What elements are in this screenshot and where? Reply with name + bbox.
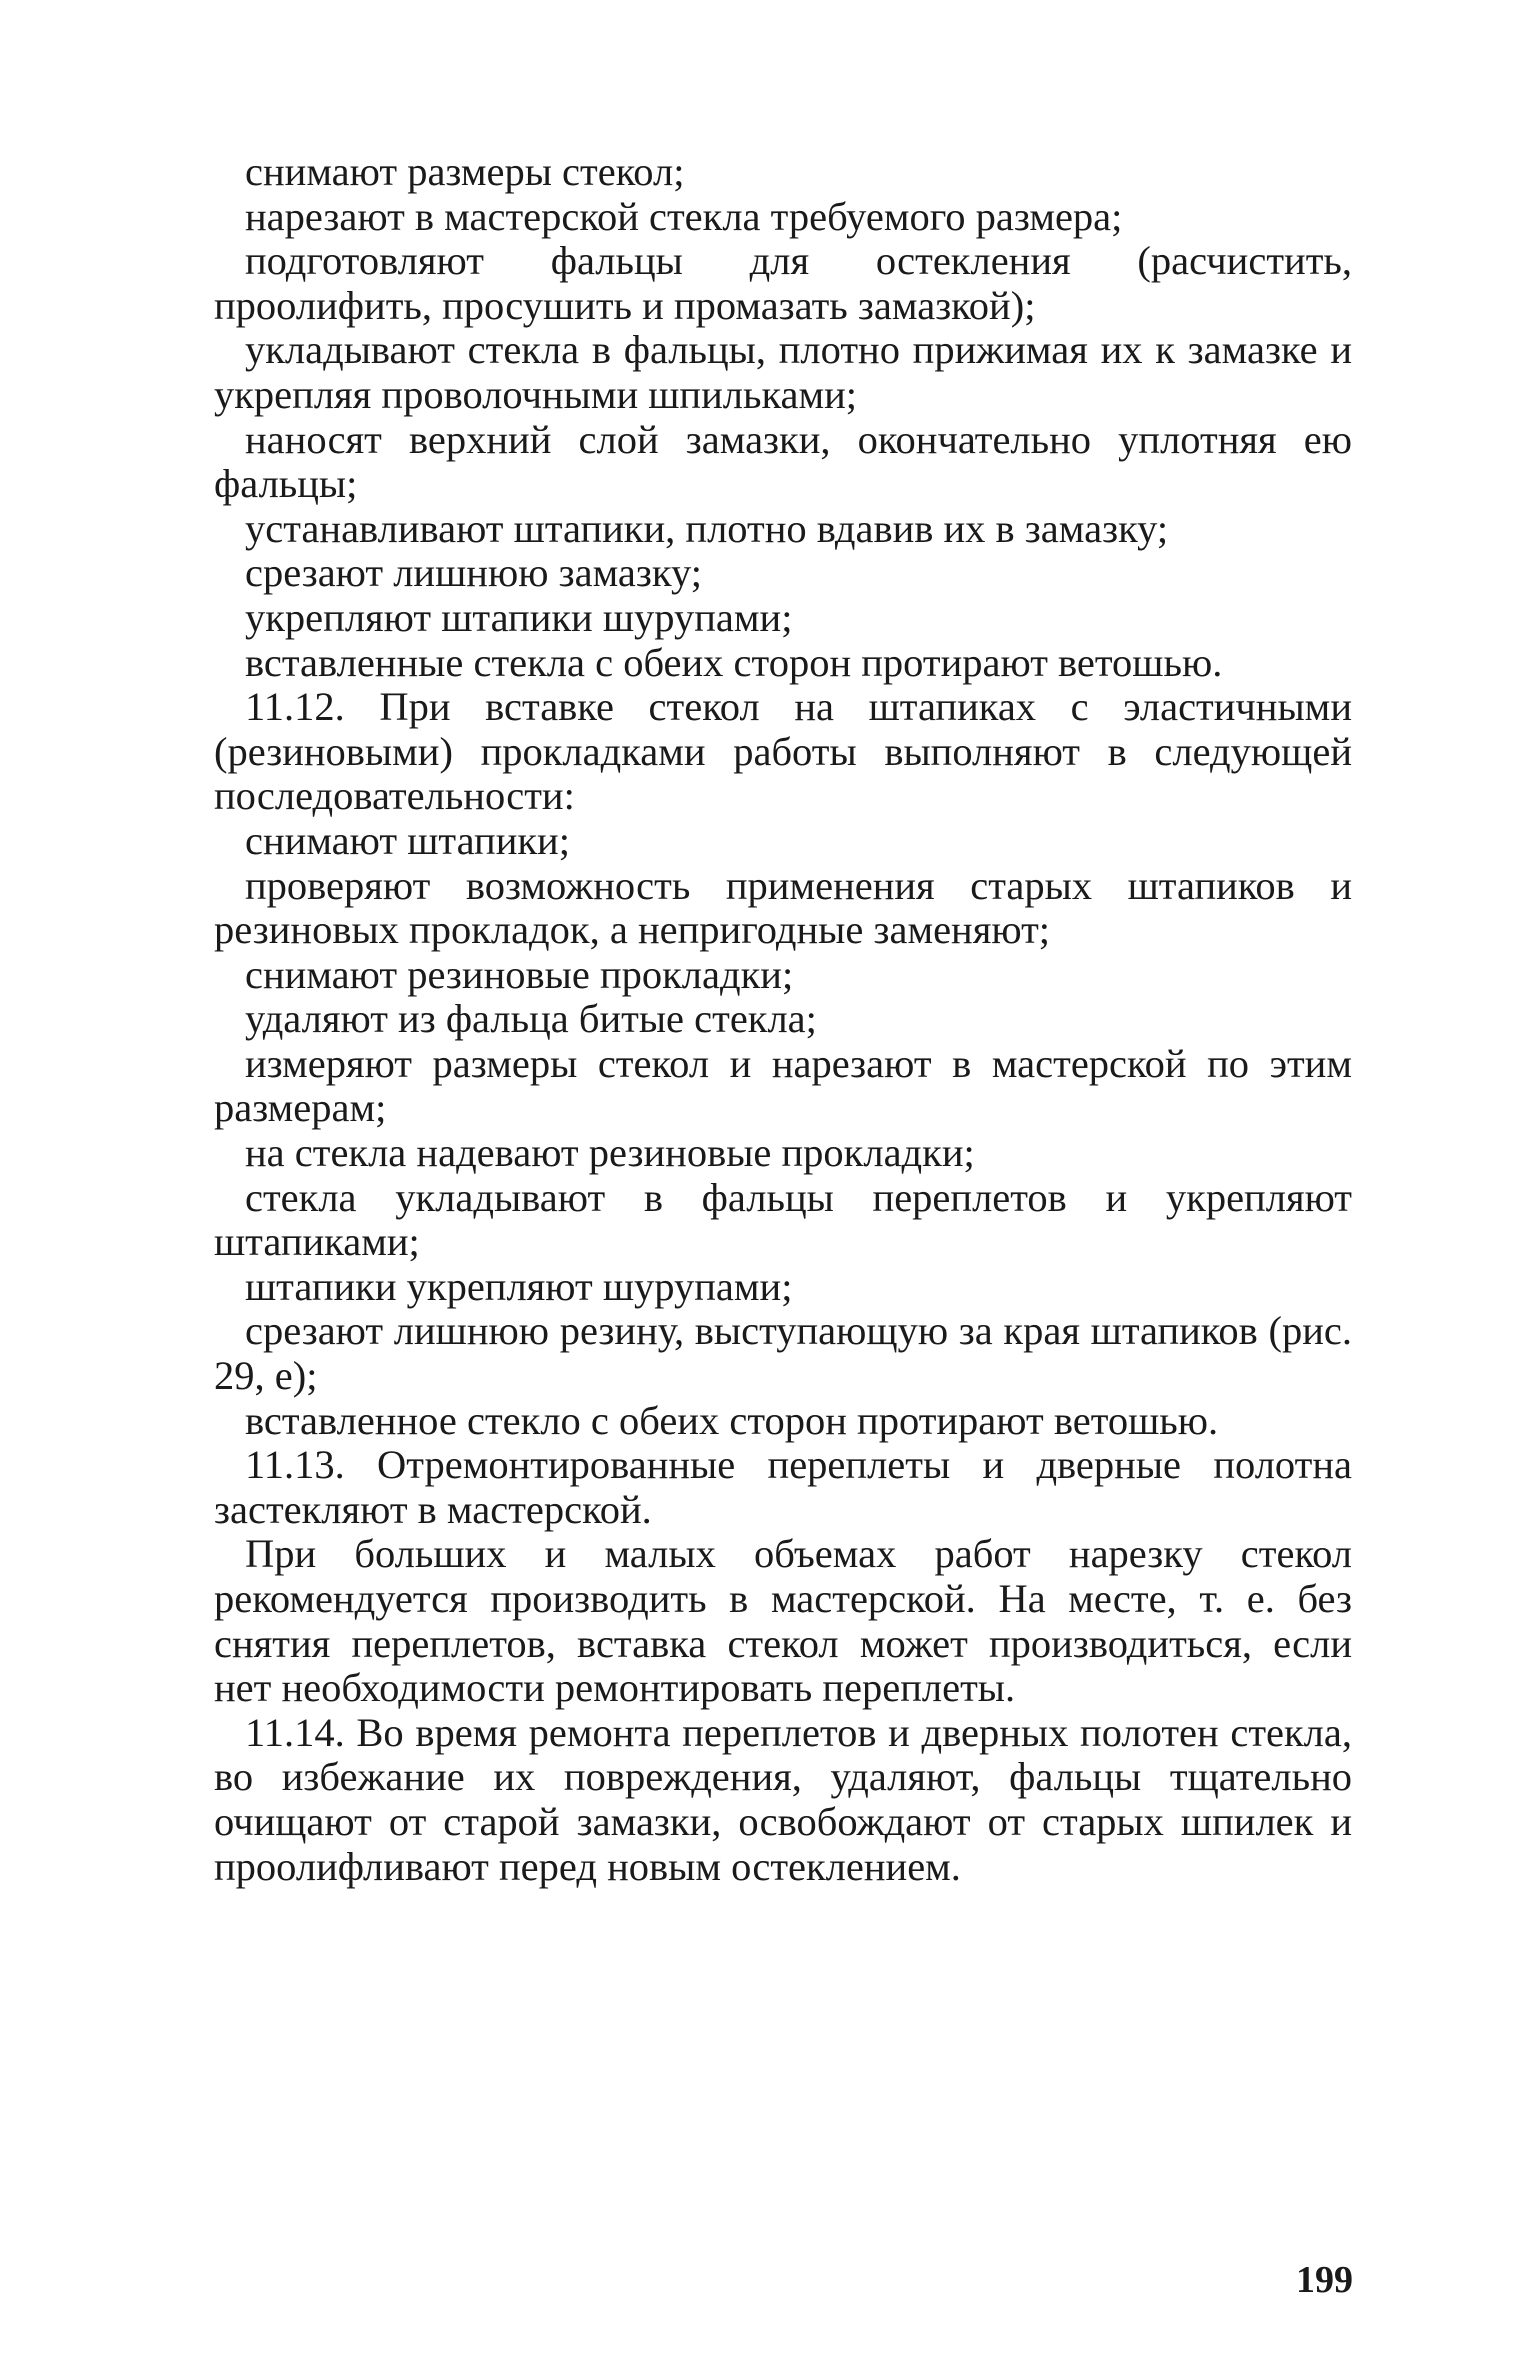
paragraph: срезают лишнюю резину, выступающую за края штапиков (рис. 29, е); [214,1308,1352,1399]
paragraph: При больших и малых объемах работ нарезку стекол рекомендуется производить в мастерской. На месте, т. е. без снятия переплетов, вставка стекол может производиться, если нет необходимости ремонтировать переплеты. [214,1531,1352,1711]
paragraph: проверяют возможность применения старых штапиков и резиновых прокладок, а непригодные заменяют; [214,862,1352,953]
section-paragraph-11-12: 11.12. При вставке стекол на штапиках с эластичными (резиновыми) прокладками работы выполняют в следующей последовательности: [214,684,1352,819]
paragraph: удаляют из фальца битые стекла; [245,996,817,1042]
paragraph: наносят верхний слой замазки, окончательно уплотняя ею фальцы; [214,416,1352,507]
paragraph: вставленное стекло с обеих сторон протирают ветошью. [245,1397,1219,1443]
paragraph: измеряют размеры стекол и нарезают в мастерской по этим размерам; [214,1040,1352,1131]
page-number: 199 [1296,2259,1353,2301]
paragraph: вставленные стекла с обеих сторон протирают ветошью. [245,639,1223,685]
paragraph: на стекла надевают резиновые прокладки; [245,1130,975,1176]
paragraph: стекла укладывают в фальцы переплетов и укрепляют штапиками; [214,1174,1352,1265]
paragraph: устанавливают штапики, плотно вдавив их в замазку; [245,505,1169,551]
paragraph: подготовляют фальцы для остекления (расчистить, проолифить, просушить и промазать замазкой); [214,238,1352,328]
paragraph: штапики укрепляют шурупами; [245,1263,793,1309]
paragraph: укрепляют штапики шурупами; [245,594,793,640]
paragraph: укладывают стекла в фальцы, плотно прижимая их к замазке и укрепляя проволочными шпильками; [214,327,1352,417]
section-paragraph-11-14: 11.14. Во время ремонта переплетов и дверных полотен стекла, во избежание их повреждения, удаляют, фальцы тщательно очищают от старой замазки, освобождают от старых шпилек и проолифливают перед новым остеклением. [214,1709,1352,1889]
paragraph: снимают резиновые прокладки; [245,951,794,997]
paragraph: снимают штапики; [245,817,570,863]
paragraph: нарезают в мастерской стекла требуемого размера; [245,193,1123,239]
section-paragraph-11-13: 11.13. Отремонтированные переплеты и дверные полотна застекляют в мастерской. [214,1442,1352,1532]
paragraph: срезают лишнюю замазку; [245,550,702,596]
paragraph: снимают размеры стекол; [245,149,685,194]
page-body [214,150,1352,1889]
